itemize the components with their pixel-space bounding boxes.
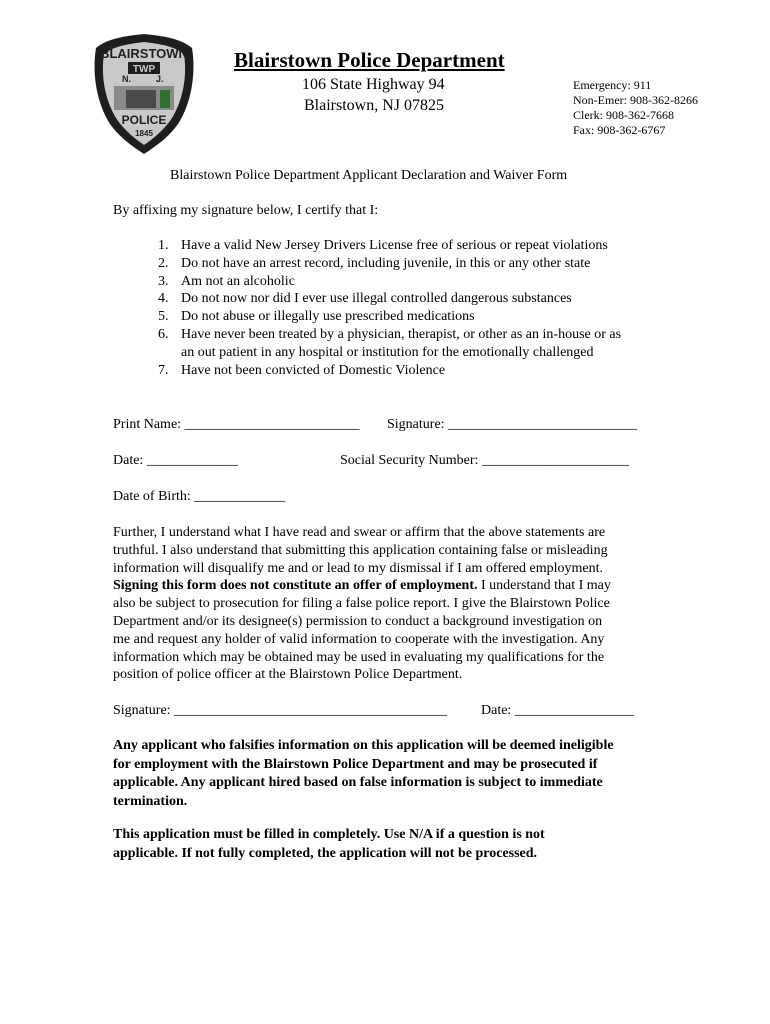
declaration-text-line: Do not now nor did I ever use illegal controlled dangerous substances (181, 291, 572, 307)
declaration-number: 3. (158, 273, 169, 289)
paragraph-text: Further, I understand what I have read and swear or affirm that the above statements are (113, 525, 606, 540)
paragraph-line (113, 666, 658, 684)
badge-twp-text: TWP (132, 64, 156, 75)
address-line-1: 106 State Highway 94 (302, 76, 445, 93)
declaration-item (158, 326, 678, 362)
badge-year-text: 1845 (135, 129, 153, 138)
declaration-number: 4. (158, 291, 169, 307)
paragraph-line (113, 577, 658, 595)
final-signature-field[interactable]: Signature: _______________________________________ (113, 703, 448, 718)
contact-fax: Fax: 908-362-6767 (573, 123, 666, 137)
paragraph-line (113, 631, 658, 649)
badge-top-text: BLAIRSTOWN (100, 46, 188, 61)
paragraph-line (113, 613, 658, 631)
declaration-text-line: an out patient in any hospital or institution for the emotionally challenged (181, 344, 594, 360)
badge-scene-tree (160, 90, 170, 108)
paragraph-text: I understand that I may (477, 578, 611, 594)
paragraph-text: information will disqualify me and or lead to my dismissal if I am offered employment. (113, 560, 604, 576)
paragraph-bold-statement: Signing this form does not constitute an offer of employment. (113, 578, 478, 594)
paragraph-line (113, 595, 658, 613)
contact-non-emergency: Non-Emer: 908-362-8266 (573, 93, 698, 107)
badge-scene-building (126, 90, 156, 108)
contact-block (573, 78, 698, 138)
declaration-item (158, 255, 678, 273)
police-badge-logo (92, 32, 196, 156)
paragraph-line (113, 560, 658, 578)
warning-line: applicable. Any applicant hired based on false information is subject to immediate (113, 775, 603, 790)
declaration-item (158, 362, 678, 380)
department-title: Blairstown Police Department (234, 48, 505, 72)
signature-field[interactable]: Signature: ___________________________ (387, 417, 638, 432)
ssn-field[interactable]: Social Security Number: _____________________ (340, 453, 629, 468)
paragraph-text: position of police officer at the Blairstown Police Department. (113, 667, 463, 683)
declaration-list (158, 237, 678, 379)
declaration-text-line: Do not abuse or illegally use prescribed medications (181, 309, 475, 325)
address-line-2: Blairstown, NJ 07825 (304, 97, 444, 114)
badge-n-text: N. (122, 74, 131, 84)
form-title: Blairstown Police Department Applicant Declaration and Waiver Form (170, 168, 568, 183)
declaration-text-line: Do not have an arrest record, including juvenile, in this or any other state (181, 255, 591, 271)
paragraph-line (113, 524, 658, 542)
declaration-number: 6. (158, 326, 169, 342)
dob-field[interactable]: Date of Birth: _____________ (113, 489, 286, 504)
paragraph-text: information which may be obtained may be used in evaluating my qualifications for the (113, 649, 605, 665)
warning-line: applicable. If not fully completed, the application will not be processed. (113, 845, 538, 861)
declaration-item (158, 290, 678, 308)
paragraph-line (113, 649, 658, 667)
completion-notice (113, 826, 545, 863)
declaration-text-line: Am not an alcoholic (181, 273, 295, 289)
warning-line: termination. (113, 793, 188, 809)
contact-emergency: Emergency: 911 (573, 78, 652, 92)
final-date-field[interactable]: Date: _________________ (481, 703, 634, 718)
warning-line: Any applicant who falsifies information on this application will be deemed ineligible (113, 738, 614, 753)
paragraph-text: me and request any holder of valid information to cooperate with the investigation. Any (113, 631, 605, 647)
declaration-number: 7. (158, 362, 169, 378)
declaration-item (158, 308, 678, 326)
contact-clerk: Clerk: 908-362-7668 (573, 108, 674, 122)
badge-j-text: J. (156, 74, 164, 84)
warning-line: for employment with the Blairstown Police Department and may be prosecuted if (113, 756, 598, 772)
declaration-item (158, 273, 678, 291)
date-field[interactable]: Date: _____________ (113, 453, 238, 468)
badge-bottom-text: POLICE (121, 113, 167, 127)
declaration-number: 1. (158, 238, 169, 253)
paragraph-text: Department and/or its designee(s) permission to conduct a background investigation on (113, 613, 603, 629)
declaration-number: 2. (158, 255, 169, 271)
intro-text: By affixing my signature below, I certify that I: (113, 203, 379, 218)
paragraph-text: also be subject to prosecution for filing a false police report. I give the Blairstown Police (113, 596, 610, 612)
declaration-number: 5. (158, 309, 169, 325)
print-name-field[interactable]: Print Name: _________________________ (113, 417, 360, 432)
understanding-paragraph (113, 524, 658, 684)
falsification-warning (113, 737, 614, 811)
declaration-text-line: Have not been convicted of Domestic Violence (181, 362, 446, 378)
warning-line: This application must be filled in completely. Use N/A if a question is not (113, 827, 545, 842)
paragraph-text: truthful. I also understand that submitting this application containing false or misleading (113, 542, 608, 558)
declaration-text-line: Have a valid New Jersey Drivers License free of serious or repeat violations (181, 238, 608, 253)
declaration-text-line: Have never been treated by a physician, therapist, or other as an in-house or as (181, 326, 622, 342)
declaration-item (158, 237, 678, 255)
paragraph-line (113, 542, 658, 560)
